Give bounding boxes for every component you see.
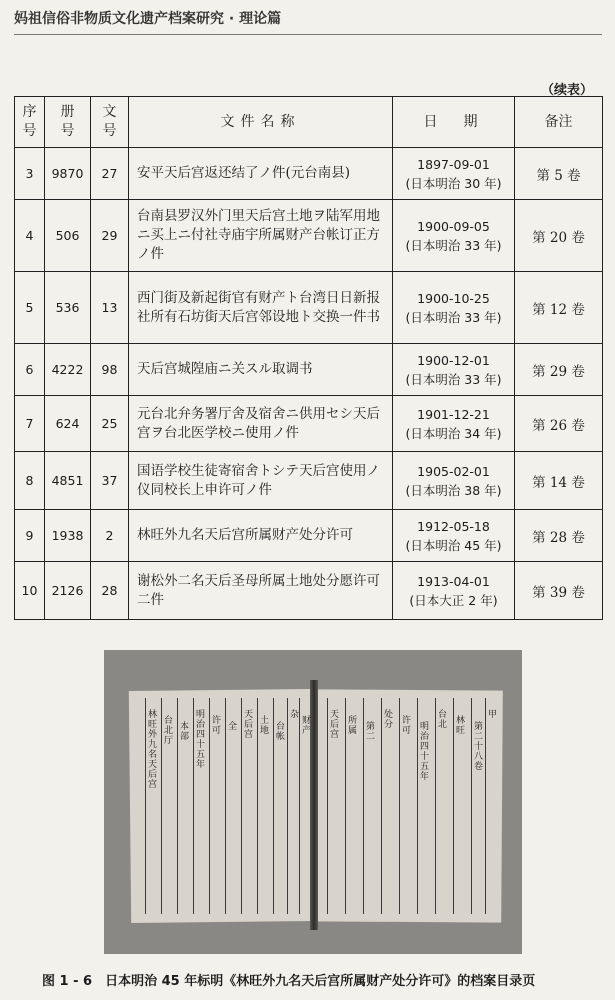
era-value: (日本明治 30 年) <box>405 175 502 191</box>
cell-date <box>393 344 515 396</box>
photo-ruling-line <box>177 698 178 914</box>
columns_left-handwritten-column: 杂 <box>290 710 300 720</box>
cell-note: 第 39 卷 <box>515 562 603 620</box>
era-value: (日本明治 33 年) <box>405 371 502 387</box>
col-header-doc-1: 文 <box>102 104 117 120</box>
photo-ruling-line <box>161 698 162 914</box>
photo-ruling-line <box>327 698 328 914</box>
cell-volume: 536 <box>45 272 91 344</box>
table-row <box>15 396 603 452</box>
columns_right-handwritten-column: 明治四十五年 <box>420 722 430 782</box>
era-value: (日本大正 2 年) <box>409 592 498 608</box>
archive-photo <box>104 650 522 954</box>
photo-ruling-line <box>363 698 364 914</box>
era-value: (日本明治 45 年) <box>405 537 502 553</box>
columns_left-handwritten-column: 本部 <box>180 722 190 742</box>
cell-date <box>393 562 515 620</box>
continued-label: （续表） <box>540 83 593 98</box>
photo-ruling-line <box>485 698 486 914</box>
cell-title: 谢松外二名天后圣母所属土地处分愿许可二件 <box>129 562 393 620</box>
cell-title: 元台北弁务署厅舍及宿舍ニ供用セシ天后宫ヲ台北医学校ニ使用ノ件 <box>129 396 393 452</box>
cell-seq: 5 <box>15 272 45 344</box>
col-header-title: 文件名称 <box>129 97 393 148</box>
date-value: 1905-02-01 <box>417 463 490 479</box>
col-header-doc-2: 号 <box>102 123 117 139</box>
photo-ruling-line <box>435 698 436 914</box>
table-row <box>15 148 603 200</box>
cell-doc: 2 <box>91 510 129 562</box>
columns_right-handwritten-column: 许可 <box>402 716 412 736</box>
date-value: 1913-04-01 <box>417 573 490 589</box>
col-header-doc <box>91 97 129 148</box>
cell-seq: 3 <box>15 148 45 200</box>
columns_left-handwritten-column: 台北厅 <box>164 716 174 746</box>
cell-note: 第 20 卷 <box>515 200 603 272</box>
cell-title: 安平天后宫返还结了ノ件(元台南县) <box>129 148 393 200</box>
col-header-volume-2: 号 <box>60 123 75 139</box>
photo-ruling-line <box>145 698 146 914</box>
date-value: 1901-12-21 <box>417 406 490 422</box>
cell-volume: 506 <box>45 200 91 272</box>
table-header-row <box>15 97 603 148</box>
col-header-note: 备注 <box>515 97 603 148</box>
cell-doc: 25 <box>91 396 129 452</box>
cell-doc: 13 <box>91 272 129 344</box>
cell-seq: 6 <box>15 344 45 396</box>
date-value: 1900-10-25 <box>417 290 490 306</box>
col-header-seq-2: 号 <box>22 123 37 139</box>
table-row <box>15 562 603 620</box>
archive-catalog-table <box>14 96 603 620</box>
cell-seq: 8 <box>15 452 45 510</box>
photo-ruling-line <box>417 698 418 914</box>
cell-seq: 4 <box>15 200 45 272</box>
cell-doc: 98 <box>91 344 129 396</box>
cell-volume: 2126 <box>45 562 91 620</box>
columns_right-handwritten-column: 甲 <box>488 710 498 720</box>
photo-ruling-line <box>193 698 194 914</box>
cell-note: 第 26 卷 <box>515 396 603 452</box>
cell-title: 天后宫城隍庙ニ关スル取调书 <box>129 344 393 396</box>
era-value: (日本明治 33 年) <box>405 237 502 253</box>
columns_left-handwritten-column: 许可 <box>212 716 222 736</box>
col-header-seq <box>15 97 45 148</box>
cell-date <box>393 510 515 562</box>
columns_left-handwritten-column: 林旺外九名天后宫 <box>148 710 158 790</box>
cell-title: 西门街及新起街官有财产ト台湾日日新报社所有石坊街天后宫邻设地ト交换一件书 <box>129 272 393 344</box>
cell-note: 第 28 卷 <box>515 510 603 562</box>
col-header-seq-1: 序 <box>22 104 37 120</box>
col-header-date: 日 期 <box>393 97 515 148</box>
cell-title: 台南县罗汉外门里天后宫土地ヲ陆军用地ニ买上ニ付社寺庙宇所属财产台帐订正方ノ件 <box>129 200 393 272</box>
table-row <box>15 344 603 396</box>
photo-ruling-line <box>453 698 454 914</box>
cell-title: 国语学校生徒寄宿舍トシテ天后宫使用ノ仪同校长上申许可ノ件 <box>129 452 393 510</box>
table-row <box>15 452 603 510</box>
era-value: (日本明治 34 年) <box>405 425 502 441</box>
cell-date <box>393 148 515 200</box>
col-header-volume <box>45 97 91 148</box>
date-value: 1897-09-01 <box>417 156 490 172</box>
era-value: (日本明治 33 年) <box>405 309 502 325</box>
columns_right-handwritten-column: 天后宫 <box>330 710 340 740</box>
cell-doc: 37 <box>91 452 129 510</box>
table-row <box>15 200 603 272</box>
cell-seq: 10 <box>15 562 45 620</box>
cell-title: 林旺外九名天后宫所属财产处分许可 <box>129 510 393 562</box>
columns_left-handwritten-column: 全 <box>228 722 238 732</box>
cell-seq: 9 <box>15 510 45 562</box>
photo-ruling-line <box>299 698 300 914</box>
columns_left-handwritten-column: 土地 <box>260 716 270 736</box>
date-value: 1900-09-05 <box>417 218 490 234</box>
columns_left-handwritten-column: 明治四十五年 <box>196 710 206 770</box>
date-value: 1900-12-01 <box>417 352 490 368</box>
col-header-volume-1: 册 <box>60 104 75 120</box>
photo-ruling-line <box>345 698 346 914</box>
cell-volume: 624 <box>45 396 91 452</box>
cell-volume: 4222 <box>45 344 91 396</box>
cell-date <box>393 452 515 510</box>
columns_right-handwritten-column: 林旺 <box>456 716 466 736</box>
columns_right-handwritten-column: 所属 <box>348 716 358 736</box>
columns_right-handwritten-column: 台北 <box>438 710 448 730</box>
cell-date <box>393 200 515 272</box>
columns_right-handwritten-column: 处分 <box>384 710 394 730</box>
photo-ruling-line <box>471 698 472 914</box>
table-row <box>15 510 603 562</box>
photo-ruling-line <box>209 698 210 914</box>
running-header: 妈祖信俗非物质文化遗产档案研究 · 理论篇 <box>14 11 282 27</box>
era-value: (日本明治 38 年) <box>405 482 502 498</box>
cell-note: 第 29 卷 <box>515 344 603 396</box>
columns_right-handwritten-column: 第二十八卷 <box>474 722 484 772</box>
cell-doc: 28 <box>91 562 129 620</box>
photo-ruling-line <box>287 698 288 914</box>
header-rule <box>14 34 602 35</box>
cell-volume: 9870 <box>45 148 91 200</box>
cell-date <box>393 272 515 344</box>
cell-doc: 27 <box>91 148 129 200</box>
cell-note: 第 12 卷 <box>515 272 603 344</box>
columns_left-handwritten-column: 财产 <box>302 716 312 736</box>
cell-seq: 7 <box>15 396 45 452</box>
cell-doc: 29 <box>91 200 129 272</box>
photo-ruling-line <box>381 698 382 914</box>
cell-volume: 1938 <box>45 510 91 562</box>
figure-caption: 图 1 - 6 日本明治 45 年标明《林旺外九名天后宫所属财产处分许可》的档案目录页 <box>42 974 536 989</box>
cell-note: 第 14 卷 <box>515 452 603 510</box>
cell-volume: 4851 <box>45 452 91 510</box>
photo-ruling-line <box>399 698 400 914</box>
date-value: 1912-05-18 <box>417 518 490 534</box>
photo-ruling-line <box>225 698 226 914</box>
photo-ruling-line <box>241 698 242 914</box>
columns_left-handwritten-column: 台帐 <box>276 722 286 742</box>
photo-ruling-line <box>257 698 258 914</box>
table-row <box>15 272 603 344</box>
columns_left-handwritten-column: 天后宫 <box>244 710 254 740</box>
photo-ruling-line <box>273 698 274 914</box>
columns_right-handwritten-column: 第二 <box>366 722 376 742</box>
cell-note: 第 5 卷 <box>515 148 603 200</box>
cell-date <box>393 396 515 452</box>
